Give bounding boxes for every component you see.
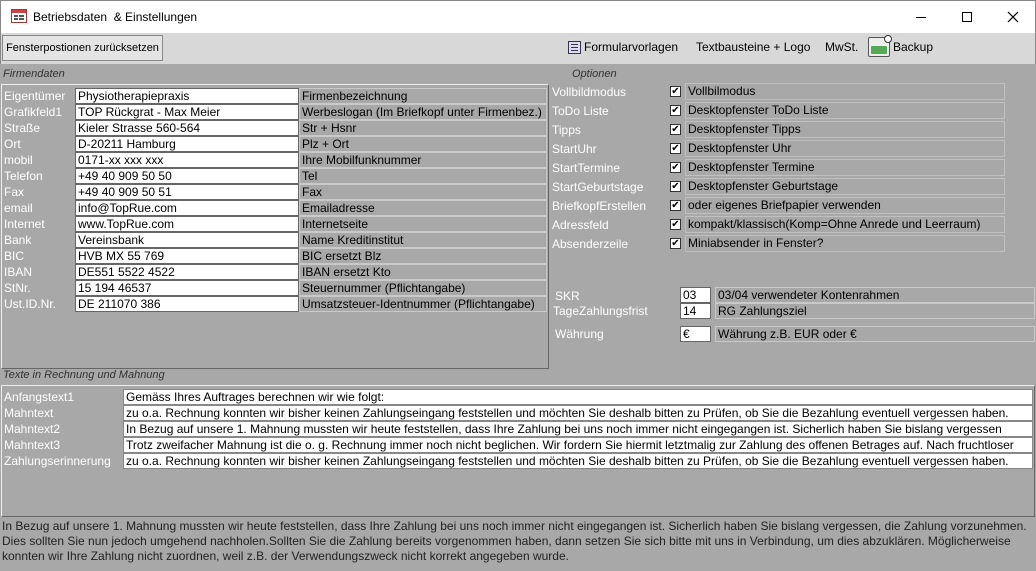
firmendaten-input[interactable]: Physiotherapiepraxis — [75, 88, 299, 104]
option-description: Miniabsender in Fenster? — [685, 235, 1005, 252]
waehrung-description: Währung z.B. EUR oder € — [715, 326, 1035, 342]
firmendaten-input[interactable]: 0171-xx xxx xxx — [75, 152, 299, 168]
firmendaten-label: Telefon — [4, 169, 43, 183]
option-description: Desktopfenster Geburtstage — [685, 178, 1005, 195]
texte-input[interactable]: zu o.a. Rechnung konnten wir bisher keinen Zahlungseingang feststellen und möchten Sie deshalb bitten zu Prüfen, ob Sie die Bezahlung eventuell vergessen haben. — [123, 405, 1033, 421]
texte-label: Mahntext2 — [4, 422, 61, 436]
texte-header: Texte in Rechnung und Mahnung — [3, 369, 165, 381]
firmendaten-input[interactable]: TOP Rückgrat - Max Meier — [75, 104, 299, 120]
texte-input[interactable]: zu o.a. Rechnung konnten wir bisher keinen Zahlungseingang feststellen und möchten Sie deshalb bitten zu Prüfen, ob Sie die Bezahlung eventuell vergessen haben. — [123, 453, 1033, 469]
firmendaten-label: email — [4, 201, 33, 215]
firmendaten-input[interactable]: Vereinsbank — [75, 232, 299, 248]
option-label: Absenderzeile — [552, 237, 629, 251]
skr-description: 03/04 verwendeter Kontenrahmen — [715, 287, 1035, 303]
backup-label: Backup — [893, 40, 934, 54]
firmendaten-description: BIC ersetzt Blz — [299, 248, 547, 264]
firmendaten-input[interactable]: +49 40 909 50 50 — [75, 168, 299, 184]
checkmark-icon: ✔ — [671, 143, 680, 154]
selected-text-preview: In Bezug auf unsere 1. Mahnung mussten wir heute feststellen, dass Ihre Zahlung bei uns noch immer nicht eingegangen ist. Sicherlich haben Sie bislang vergessen, die Zahlung vorzunehmen. Dies sollten Sie nun jedoch umgehend nachholen.Sollten Sie die Zahlung bereits vorgenommen haben, dann setzen Sie sich bitte mit uns in Verbindung, um dies abzuklären. Möglicherweise konnten wir Ihre Zahlung nicht zuordnen, weil z.B. der Verwendungszweck nicht korrekt angegeben wurde. — [2, 519, 1027, 563]
option-checkbox[interactable] — [670, 162, 681, 173]
zahlungsfrist-label: TageZahlungsfrist — [553, 304, 648, 318]
firmendaten-description: Str + Hsnr — [299, 120, 547, 136]
option-checkbox[interactable] — [670, 200, 681, 211]
texte-label: Mahntext — [4, 406, 54, 420]
firmendaten-label: IBAN — [4, 265, 33, 279]
checkmark-icon: ✔ — [671, 238, 680, 249]
option-checkbox[interactable] — [670, 124, 681, 135]
option-label: StartGeburtstage — [552, 180, 644, 194]
option-description: oder eigenes Briefpapier verwenden — [685, 197, 1005, 214]
texte-input[interactable]: Trotz zweifacher Mahnung ist die o. g. Rechnung immer noch nicht beglichen. Wir fordern Sie hiermit letztmalig zur Zahlung des offenen Betrages auf. Nach fruchtloser — [123, 437, 1033, 453]
option-label: ToDo Liste — [552, 104, 609, 118]
firmendaten-description: Werbeslogan (Im Briefkopf unter Firmenbez.) — [299, 104, 547, 120]
firmendaten-description: Fax — [299, 184, 547, 200]
firmendaten-description: Emailadresse — [299, 200, 547, 216]
firmendaten-input[interactable]: HVB MX 55 769 — [75, 248, 299, 264]
minimize-icon — [916, 17, 926, 18]
reset-window-positions-button[interactable]: Fensterpostionen zurücksetzen — [2, 35, 163, 61]
firmendaten-description: Firmenbezeichnung — [299, 88, 547, 104]
checkmark-icon: ✔ — [671, 86, 680, 97]
option-checkbox[interactable] — [670, 181, 681, 192]
minimize-button[interactable] — [898, 1, 944, 33]
firmendaten-input[interactable]: D-20211 Hamburg — [75, 136, 299, 152]
close-button[interactable] — [990, 1, 1036, 33]
firmendaten-label: StNr. — [4, 281, 31, 295]
firmendaten-header: Firmendaten — [3, 68, 65, 80]
optionen-header: Optionen — [572, 68, 617, 80]
firmendaten-label: Bank — [4, 233, 32, 247]
firmendaten-input[interactable]: Kieler Strasse 560-564 — [75, 120, 299, 136]
firmendaten-description: Name Kreditinstitut — [299, 232, 547, 248]
checkmark-icon: ✔ — [671, 124, 680, 135]
waehrung-label: Währung — [555, 327, 604, 341]
checkmark-icon: ✔ — [671, 200, 680, 211]
option-description: Desktopfenster Tipps — [685, 121, 1005, 138]
firmendaten-input[interactable]: 15 194 46537 — [75, 280, 299, 296]
texte-label: Zahlungserinnerung — [4, 454, 111, 468]
firmendaten-label: Fax — [4, 185, 25, 199]
firmendaten-input[interactable]: www.TopRue.com — [75, 216, 299, 232]
firmendaten-label: Internet — [4, 217, 45, 231]
option-label: Tipps — [552, 123, 581, 137]
option-checkbox[interactable] — [670, 219, 681, 230]
texte-input[interactable]: Gemäss Ihres Auftrages berechnen wir wie folgt: — [123, 389, 1033, 405]
option-label: StartTermine — [552, 161, 621, 175]
option-description: Desktopfenster ToDo Liste — [685, 102, 1005, 119]
option-description: Desktopfenster Uhr — [685, 140, 1005, 157]
firmendaten-label: mobil — [4, 153, 33, 167]
skr-label: SKR — [555, 289, 580, 303]
option-checkbox[interactable] — [670, 105, 681, 116]
firmendaten-label: Ust.ID.Nr. — [4, 297, 57, 311]
title-bar — [0, 0, 1036, 33]
zahlungsfrist-description: RG Zahlungsziel — [715, 303, 1035, 319]
option-label: StartUhr — [552, 142, 597, 156]
option-description: Vollbilmodus — [685, 83, 1005, 100]
firmendaten-label: BIC — [4, 249, 25, 263]
texte-label: Mahntext3 — [4, 438, 61, 452]
skr-input[interactable]: 03 — [680, 287, 711, 303]
firmendaten-description: Ihre Mobilfunknummer — [299, 152, 547, 168]
texte-input[interactable]: In Bezug auf unsere 1. Mahnung mussten wir heute feststellen, dass Ihre Zahlung bei uns noch immer nicht eingegangen ist. Sicherlich haben Sie bislang vergessen — [123, 421, 1033, 437]
option-description: kompakt/klassisch(Komp=Ohne Anrede und Leerraum) — [685, 216, 1005, 233]
checkmark-icon: ✔ — [671, 219, 680, 230]
zahlungsfrist-input[interactable]: 14 — [680, 303, 711, 319]
firmendaten-label: Grafikfeld1 — [4, 105, 63, 119]
formvorlagen-label: Formularvorlagen — [584, 40, 679, 54]
firmendaten-label: Ort — [4, 137, 21, 151]
backup-icon — [868, 37, 890, 57]
firmendaten-input[interactable]: +49 40 909 50 51 — [75, 184, 299, 200]
textbausteine-logo-button[interactable]: Textbausteine + Logo — [696, 40, 811, 54]
firmendaten-label: Eigentümer — [4, 89, 66, 103]
texte-label: Anfangstext1 — [4, 390, 75, 404]
firmendaten-input[interactable]: info@TopRue.com — [75, 200, 299, 216]
checkmark-icon: ✔ — [671, 105, 680, 116]
mwst-button[interactable]: MwSt. — [825, 40, 859, 54]
option-checkbox[interactable] — [670, 86, 681, 97]
firmendaten-label: Straße — [4, 121, 41, 135]
firmendaten-description: Internetseite — [299, 216, 547, 232]
firmendaten-description: IBAN ersetzt Kto — [299, 264, 547, 280]
form-template-icon — [568, 41, 581, 54]
option-label: Vollbildmodus — [552, 85, 627, 99]
firmendaten-description: Tel — [299, 168, 547, 184]
option-checkbox[interactable] — [670, 238, 681, 249]
firmendaten-input[interactable]: DE 211070 386 — [75, 296, 299, 312]
close-icon — [1007, 11, 1019, 23]
option-checkbox[interactable] — [670, 143, 681, 154]
option-label: BriefkopfErstellen — [552, 199, 647, 213]
firmendaten-description: Umsatzsteuer-Identnummer (Pflichtangabe) — [299, 296, 547, 312]
firmendaten-description: Plz + Ort — [299, 136, 547, 152]
app-form-icon — [11, 9, 27, 23]
window-title: Betriebsdaten & Einstellungen — [33, 10, 198, 24]
option-label: Adressfeld — [552, 218, 609, 232]
maximize-button[interactable] — [944, 1, 990, 33]
formvorlagen-button[interactable] — [568, 40, 678, 54]
checkmark-icon: ✔ — [671, 162, 680, 173]
option-description: Desktopfenster Termine — [685, 159, 1005, 176]
backup-button[interactable] — [868, 37, 933, 57]
firmendaten-input[interactable]: DE551 5522 4522 — [75, 264, 299, 280]
waehrung-input[interactable]: € — [680, 326, 711, 342]
checkmark-icon: ✔ — [671, 181, 680, 192]
maximize-icon — [962, 12, 972, 22]
firmendaten-description: Steuernummer (Pflichtangabe) — [299, 280, 547, 296]
